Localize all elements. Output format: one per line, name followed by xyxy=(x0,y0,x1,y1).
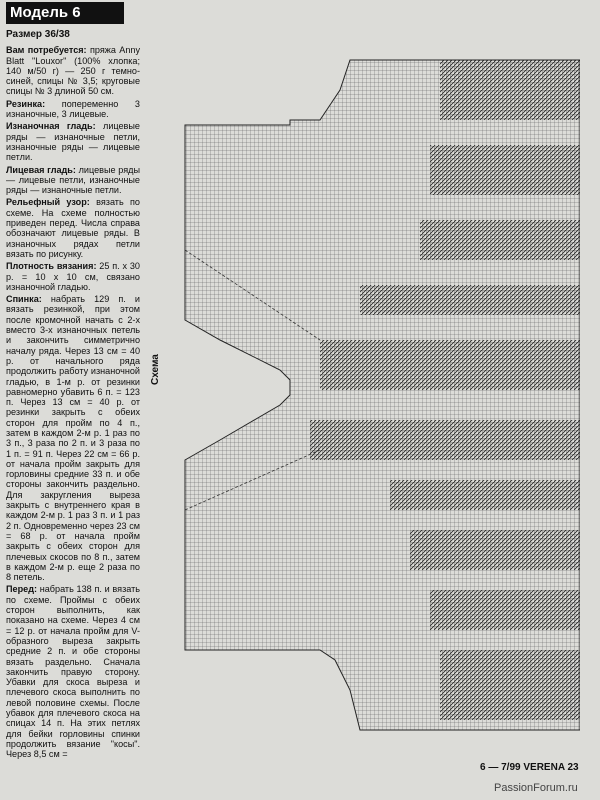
watermark: PassionForum.ru xyxy=(494,782,578,794)
paragraph-text: вязать по схеме. На схеме полностью приведен перед. Числа справа обозначают лицевые ряды. В изнаночных рядах петли вязать по рисунку. xyxy=(6,197,140,259)
paragraph-label: Спинка: xyxy=(6,294,42,305)
paragraph-label: Перед: xyxy=(6,584,38,595)
paragraph-text: 25 п. х 30 р. = 10 х 10 см, связано изнаночной гладью. xyxy=(6,261,140,292)
instruction-paragraph xyxy=(6,99,140,120)
paragraph-text: пряжа Anny Blatt "Louxor" (100% хлопка; 140 м/50 г) — 250 г темно-синей, спицы № 3,5; круговые спицы № 3 длиной 50 см. xyxy=(6,45,140,97)
paragraph-label: Изнаночная гладь: xyxy=(6,121,96,132)
paragraph-text: лицевые ряды — лицевые петли, изнаночные ряды — изнаночные петли. xyxy=(6,164,140,196)
paragraph-label: Рельефный узор: xyxy=(6,197,90,208)
paragraph-label: Резинка: xyxy=(6,98,46,109)
instruction-paragraph xyxy=(6,165,140,196)
size-label: Размер 36/38 xyxy=(6,29,70,40)
instruction-paragraph xyxy=(6,197,140,259)
diagram-label: Схема xyxy=(150,354,161,385)
instructions-column xyxy=(6,30,140,761)
instruction-paragraph xyxy=(6,584,140,759)
paragraph-text: лицевые ряды — изнаночные петли, изнаночные ряды — лицевые петли. xyxy=(6,121,140,163)
page-footer: 6 — 7/99 VERENA 23 xyxy=(480,762,579,773)
instruction-paragraph xyxy=(6,261,140,292)
paragraph-text: попеременно 3 изнаночные, 3 лицевые. xyxy=(6,98,140,120)
paragraph-label: Вам потребуется: xyxy=(6,45,87,56)
instruction-paragraph xyxy=(6,121,140,162)
paragraph-label: Плотность вязания: xyxy=(6,261,97,272)
knitting-chart xyxy=(170,50,580,750)
instruction-paragraphs xyxy=(6,45,140,759)
instruction-paragraph xyxy=(6,45,140,96)
instruction-paragraph xyxy=(6,294,140,582)
paragraph-text: набрать 138 п. и вязать по схеме. Проймы с обеих сторон выполнить, как показано на схеме. Через 4 см = 12 р. от начала пройм для V-образного выреза закрыть средние 2 п. и обе стороны вязать раздельно. Сначала закончить правую сторону. Убавки для скоса выреза и плечевого скоса выполнить по левой половине схемы. После убавок для плечевого скоса на спицах 14 п. На этих петлях для бейки горловины спинки продолжить вязание "косы". Через 8,5 см = xyxy=(6,584,140,760)
page-title: Модель 6 xyxy=(6,2,124,24)
paragraph-label: Лицевая гладь: xyxy=(6,164,76,175)
paragraph-text: набрать 129 п. и вязать резинкой, при этом после кромочной начать с 2-х вместо 3-х изнаночных петель и закончить симметрично началу ряда. Через 13 см = 40 р. от начального ряда продолжить работу изнаночной гладью, в 1-м р. от резинки равномерно убавить 6 п. = 123 п. Через 13 см = 40 р. от резинки закрыть с обеих сторон для пройм по 4 п., затем в каждом 2-м р. 1 раз по 3 п., 3 раза по 2 п. и 3 раза по 1 п. = 91 п. Через 22 см = 66 р. от начала пройм закрыть для горловины средние 33 п. и обе стороны закончить раздельно. Для закругления выреза закрыть с внутреннего края в каждом 2-м р. 1 раз 3 п. и 1 раз 2 п. Одновременно через 23 см = 68 р. от начала пройм закрыть с обеих сторон для плечевых скосов по 8 п., затем в каждом 2-м р. еще 2 раза по 8 петель. xyxy=(6,294,140,583)
